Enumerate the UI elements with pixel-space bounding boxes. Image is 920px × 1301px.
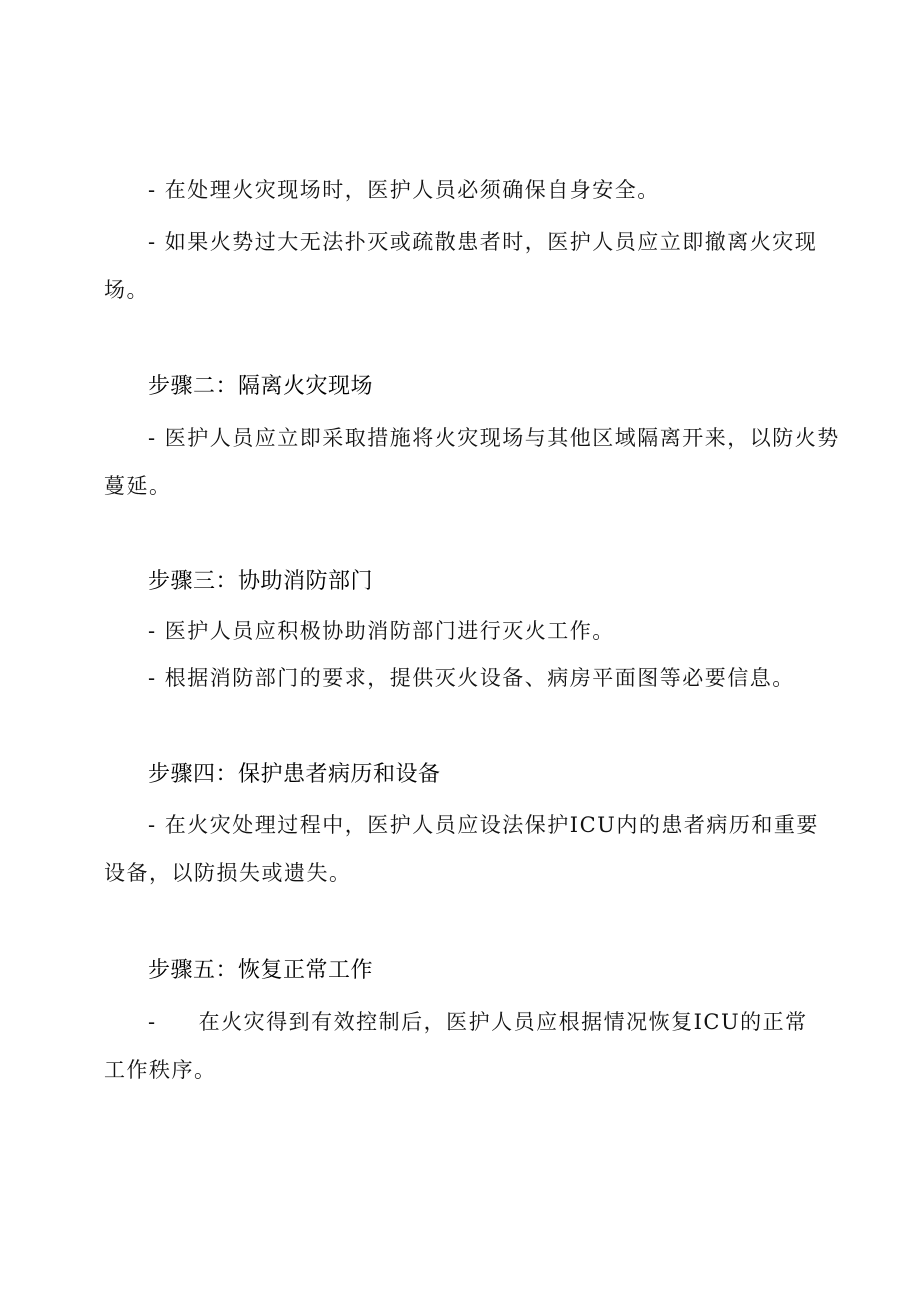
step3-line-1: - 医护人员应积极协助消防部门进行灭火工作。 <box>148 619 615 643</box>
step5-dash: - <box>148 1010 157 1034</box>
step4-line-2: 设备，以防损失或遗失。 <box>104 861 352 885</box>
step3-heading: 步骤三：协助消防部门 <box>148 569 374 594</box>
intro-line-1: - 在处理火灾现场时，医护人员必须确保自身安全。 <box>148 178 660 202</box>
step4-line-1: - 在火灾处理过程中，医护人员应设法保护ICU内的患者病历和重要 <box>148 813 819 837</box>
step5-line-1-text: 在火灾得到有效控制后，医护人员应根据情况恢复ICU的正常 <box>198 1010 808 1034</box>
step2-line-1: - 医护人员应立即采取措施将火灾现场与其他区域隔离开来，以防火势 <box>148 426 840 450</box>
step2-heading: 步骤二：隔离火灾现场 <box>148 374 374 399</box>
step5-heading: 步骤五：恢复正常工作 <box>148 958 374 983</box>
step2-line-2: 蔓延。 <box>104 474 172 498</box>
step5-line-1 <box>148 1008 808 1036</box>
step4-heading: 步骤四：保护患者病历和设备 <box>148 762 441 787</box>
step5-line-2: 工作秩序。 <box>104 1058 217 1082</box>
intro-line-2: - 如果火势过大无法扑灭或疏散患者时，医护人员应立即撤离火灾现 <box>148 230 818 254</box>
intro-line-3: 场。 <box>104 278 149 302</box>
step3-line-2: - 根据消防部门的要求，提供灭火设备、病房平面图等必要信息。 <box>148 666 795 690</box>
